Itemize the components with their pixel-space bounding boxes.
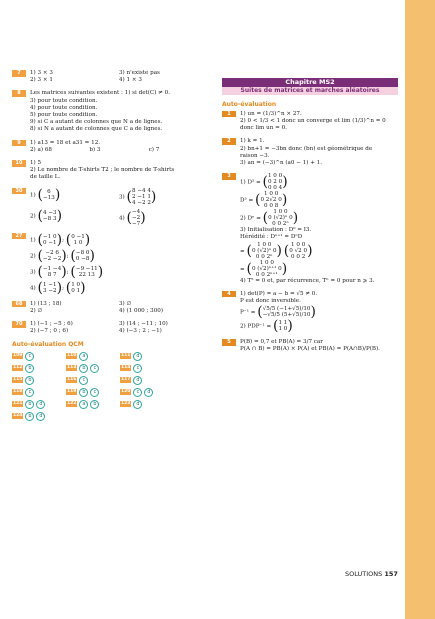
exercise-2 [222,138,398,167]
matrix-row: 0 0 2ⁿ [272,221,289,228]
matrix-row: −9 −11 [75,265,98,272]
matrix-row: 1 0 0 [264,191,279,198]
qcm-answer-circle: b [25,364,34,373]
qcm-number: 119 [67,389,77,395]
qcm-answer-circle: b [25,400,34,409]
exercise-30 [12,188,208,227]
qcm-answer-circle: d [133,376,142,385]
answer: 2) a) 68 [30,146,52,153]
matrix-row: 0 2 0 [267,179,283,186]
label: 2) PDP⁻¹ = [240,323,272,330]
matrix-row: 8 7 [47,271,57,278]
answer: Les matrices suivantes existent : 1) si det(C) ≠ 0. [30,90,170,97]
matrix-row: −4 [132,208,141,215]
matrix: ( −1 0 0 −1 ) [37,231,63,248]
answer: Hérédité : Dⁿ⁺¹ = DⁿD [240,234,303,241]
answer: 2) ∅ [30,307,43,314]
qcm-answer-circle: d [36,400,45,409]
exercise-number: 30 [12,188,26,195]
qcm-answer-circle: c [90,364,99,373]
exercise-number: 9 [12,140,26,147]
qcm-item [12,388,66,397]
qcm-answer-circle: c [133,364,142,373]
answer: donc lim un = 0. [240,125,287,132]
exercise-7 [12,70,208,84]
qcm-item [66,376,120,385]
qcm-number: 121 [13,401,23,407]
exercise-number: 8 [12,90,26,97]
matrix-rows [263,306,311,318]
matrix-rows [43,234,57,246]
answer: 8) si N a autant de colonnes que C a de lignes. [30,126,163,133]
matrix-row: 0 −1 [43,239,57,246]
matrix-row: 0 0 2ⁿ⁺¹ [255,271,278,278]
qcm-number: 124 [13,413,23,419]
exercise-8 [12,90,208,133]
qcm-number: 123 [121,401,131,407]
matrix-row: 0 0 8 [264,203,279,210]
separator: ; [62,237,64,244]
exercise-10 [12,160,208,182]
separator: ; [66,269,69,276]
exercise-number: 68 [12,301,26,308]
matrix-row: 0 −8 [75,255,90,262]
answer: 4) T⁵ = 0 et, par récurrence, Tⁿ = 0 pour n ⩾ 3. [240,277,375,284]
qcm-item [12,412,66,421]
separator: ; [66,253,69,260]
matrix-row: 1 0 0 [291,241,306,248]
qcm-number: 118 [13,389,23,395]
answer: 4) 1 × 3 [119,77,142,84]
answer: 1) k = 1. [240,138,265,145]
label: 4) [119,215,125,222]
answer: 3) Initialisation : D⁰ = I3. [240,227,312,234]
matrix: ( −8 0 0 −8 ) [70,247,95,264]
qcm-item [12,376,66,385]
matrix-row: 1 0 0 [259,259,274,266]
matrix-rows [268,173,282,191]
label: 1) [30,192,36,199]
matrix-row: 0 1 [71,287,81,294]
matrix: ( −9 −11 22 13 ) [70,263,104,280]
qcm-item [120,352,174,361]
matrix: ( 0 −1 1 0 ) [65,231,91,248]
qcm-item [12,364,66,373]
answer: c) 7 [148,146,160,153]
exercise-68 [12,301,208,315]
answer: 2) Le nombre de T-shirts T2 ; le nombre de T-shirts [30,167,175,174]
answer: 1) 3 × 3 [30,70,53,76]
matrix: ( 8 −4 4 2 −1 1 4 −2 2 ) [126,187,157,206]
qcm-grid [12,352,208,421]
label: D³ = [240,197,254,204]
exercise-5 [222,339,398,353]
matrix-rows [132,209,140,227]
qcm-answer-circle: d [133,352,142,361]
matrix-row: 0 −1 [71,233,85,240]
matrix: ( √5/5 (−1+√5)/10 −√5/5 (5+√5)/10 ) [257,304,316,321]
matrix-row: 0 0 2 [291,253,306,260]
matrix-row: −√5/5 (5+√5)/10 [262,312,311,319]
matrix-row: 1 0 0 [273,209,288,216]
qcm-number: 112 [13,365,23,371]
matrix-row: 0 √2 0 [289,247,308,254]
matrix-row: −1 −4 [43,265,62,272]
matrix-row: 3 −2 [43,287,57,294]
qcm-number: 115 [13,377,23,383]
label: 4) [30,285,36,292]
matrix-row: 1 −1 [43,281,57,288]
matrix-row: −2 6 [45,249,59,256]
matrix-rows [260,191,281,209]
matrix-row: 0 (√2)ⁿ⁺¹ 0 [251,265,282,272]
answer: 4) (−3 ; 2 ; −1) [119,328,162,335]
label: 2) [30,213,36,220]
qcm-item [120,400,174,409]
exercise-number: 1 [222,111,236,118]
qcm-number: 109 [13,353,23,359]
answer: 2) bn+1 = −3bn donc (bn) est géométrique de [240,145,373,152]
matrix-row: 1 1 [278,320,288,327]
qcm-item [12,352,66,361]
matrix-row: 1 0 0 [257,241,272,248]
matrix-row: −13 [43,194,55,201]
exercise-number: 2 [222,138,236,145]
answer: 1) (−1 ; −5 ; 6) [30,321,73,328]
qcm-heading: Auto-évaluation QCM [12,341,84,349]
exercise-number: 5 [222,339,236,346]
matrix: ( 1 0 0 0 (√2)ⁿ 0 0 0 2ⁿ ) [262,209,299,228]
matrix-rows [76,266,98,278]
qcm-item [120,364,174,373]
qcm-number: 114 [121,365,131,371]
exercise-number: 10 [12,160,26,167]
exercise-70 [12,321,208,335]
matrix-rows [43,210,57,222]
matrix-row: −7 [132,220,141,227]
label: 2) Dⁿ = [240,215,261,222]
exercise-number: 27 [12,233,26,240]
matrix-row: 1 0 0 [267,173,283,180]
matrix-rows [278,320,287,332]
section-heading: Auto-évaluation [222,100,277,108]
matrix-row: 0 (√2)ⁿ 0 [268,215,293,222]
answer: 2) 0 < 1/3 < 1 donc un converge et lim (1/3)^n = 0 [240,117,386,124]
matrix-row: −2 −2 [43,255,62,262]
qcm-answer-circle: d [133,400,142,409]
matrix-rows [76,250,90,262]
matrix-rows [71,234,85,246]
matrix-rows [43,250,61,262]
matrix-row: −1 0 [43,233,57,240]
qcm-number: 110 [67,353,77,359]
qcm-answer-circle: a [79,400,88,409]
qcm-answer-circle: a [79,352,88,361]
answer: P(B) = 0,7 et PB(A) = 3/7 car [240,339,323,346]
qcm-answer-circle: d [144,388,153,397]
matrix-row: 2 −1 1 [132,193,151,200]
matrix: ( 1 0 0 0 √2 0 0 0 2 ) [283,241,313,260]
answer: 3) ∅ [119,300,132,307]
answer: 9) si C a autant de colonnes que N a de lignes. [30,119,163,126]
matrix: ( 1 1 1 0 ) [272,318,293,335]
qcm-answer-circle: b [79,364,88,373]
qcm-item [120,376,174,385]
left-column [12,70,208,421]
matrix-row: 6 [47,188,51,195]
qcm-answer-circle: c [25,352,34,361]
matrix: ( −4 −2 −7 ) [126,208,146,227]
qcm-answer-circle: c [25,388,34,397]
answer: b) 3 [89,146,101,153]
answer: 1) a13 = 18 et a31 = 12. [30,139,101,146]
matrix: ( 1 0 0 0 2√2 0 0 0 8 ) [254,191,288,210]
qcm-number: 116 [67,377,77,383]
answer: 1) un = (1/3)^n × 27. [240,110,302,117]
matrix-rows [268,209,293,227]
label: 1) [30,237,36,244]
matrix: ( −2 6 −2 −2 ) [37,247,67,264]
qcm-answer-circle: d [36,412,45,421]
qcm-answer-circle: c [79,376,88,385]
matrix: ( 1 0 0 0 (√2)ⁿ 0 0 0 2ⁿ ) [246,241,282,260]
exercise-27 [12,233,208,295]
exercise-number: 7 [12,70,26,77]
matrix: ( 1 0 0 0 (√2)ⁿ⁺¹ 0 0 0 2ⁿ⁺¹ ) [246,259,288,278]
exercise-4 [222,291,398,333]
matrix: ( −1 −4 8 7 ) [37,263,67,280]
matrix-row: 0 2√2 0 [260,197,282,204]
matrix-rows [132,188,151,206]
footer-label: SOLUTIONS [345,570,383,578]
answer: 1) 5 [30,160,42,167]
answer: 3) (14 ; −11 ; 10) [119,321,168,328]
qcm-item [66,400,120,409]
matrix-row: −2 [132,214,141,221]
answer: 2) (−7 ; 0 ; 6) [30,328,69,335]
answer: P(A ∩ B) = PB(A) × P(A) et PB(A) = P(A∩B)/P(B). [240,346,380,353]
exercise-number: 3 [222,173,236,180]
qcm-answer-circle: b [25,412,34,421]
exercise-3: 3 1) D² = ( 1 0 0 0 2 0 0 0 4 ) D³ = ( 1 0 0 0 2√2 0 0 0 8 ) 2) Dⁿ = ( 1 0 0 0 (√2)ⁿ 0 0 0 2ⁿ ) 3) Initialisation : D⁰ = I3. Hérédité : Dⁿ⁺¹ = DⁿD = ( 1 0 0 0 (√2)ⁿ 0 0 0 2ⁿ ) ( 1 0 0 0 √2 0 0 0 2 ) = ( 1 0 0 0 (√2)ⁿ⁺¹ 0 0 0 2ⁿ⁺¹ ) 4) T⁵ = 0 et, par récurrence, Tⁿ = 0 pour n ⩾ 3. [222,173,398,285]
answer: 3) n'existe pas [119,70,160,76]
matrix-rows [252,242,277,260]
label: 1) D² = [240,179,261,186]
exercise-number: 70 [12,321,26,328]
matrix-row: −8 0 [75,249,90,256]
label: P⁻¹ = [240,309,256,316]
matrix-row: 1 0 [278,326,288,333]
matrix: ( 1 0 0 0 2 0 0 0 4 ) [262,173,288,192]
matrix: ( 1 −1 3 −2 ) [37,279,63,296]
answer: 1) (13 ; 18) [30,300,62,307]
exercise-number: 4 [222,291,236,298]
answer: 1) det(P) = a − b = √5 ≠ 0. [240,290,318,297]
side-tab [405,0,435,619]
matrix-row: 1 0 [71,281,81,288]
matrix-row: 8 −4 4 [132,187,151,194]
matrix: ( 4 −3 −8 3 ) [37,207,63,224]
exercise-9 [12,140,208,154]
qcm-answer-circle: c [90,388,99,397]
qcm-item [12,400,66,409]
qcm-answer-circle: c [133,388,142,397]
matrix-row: 4 −3 [43,209,57,216]
answer: 2) 3 × 1 [30,77,53,84]
answer: 3) pour toute condition. [30,97,98,104]
label: 3) [30,269,36,276]
answer: 5) pour toute condition. [30,112,98,119]
matrix: ( 1 0 0 1 ) [65,279,86,296]
qcm-item [120,388,174,397]
qcm-number: 113 [67,365,77,371]
qcm-item [66,364,120,373]
qcm-number: 122 [67,401,77,407]
answer: de taille L. [30,174,61,181]
separator: ; [62,285,64,292]
matrix-row: −8 3 [43,215,57,222]
answer: raison −3. [240,152,270,159]
matrix-row: 4 −2 2 [132,199,151,206]
matrix-rows [71,282,80,294]
matrix-rows [252,260,282,278]
matrix-row: √5/5 (−1+√5)/10 [262,306,311,313]
answer: 4) (1 000 ; 300) [119,307,164,314]
matrix: ( 6 −13 ) [37,186,61,203]
matrix-rows [43,266,61,278]
qcm-item [66,388,120,397]
qcm-item [66,352,120,361]
matrix-rows [289,242,307,260]
matrix-row: 0 (√2)ⁿ 0 [251,247,277,254]
chapter-title: Chapitre MS2 [222,78,398,87]
answer: P est donc inversible. [240,297,301,304]
qcm-answer-circle: b [25,376,34,385]
matrix-row: 22 13 [78,271,95,278]
label: 2) [30,253,36,260]
answer: 4) pour toute condition. [30,104,98,111]
qcm-number: 117 [121,377,131,383]
qcm-number: 111 [121,353,131,359]
qcm-answer-circle: b [90,400,99,409]
matrix-row: 1 0 [73,239,83,246]
answer: 3) an = (−3)^n (a0 − 1) + 1. [240,159,323,166]
matrix-rows [43,189,55,201]
label: 3) [119,194,125,201]
qcm-answer-circle: b [79,388,88,397]
page-footer [345,570,398,578]
qcm-number: 120 [121,389,131,395]
right-column [222,78,398,360]
matrix-row: 0 0 2ⁿ [255,253,273,260]
matrix-row: 0 0 4 [267,185,283,192]
matrix-rows [43,282,57,294]
chapter-subtitle: Suites de matrices et marches aléatoires [222,87,398,95]
page-number: 157 [384,570,398,578]
exercise-1 [222,111,398,133]
